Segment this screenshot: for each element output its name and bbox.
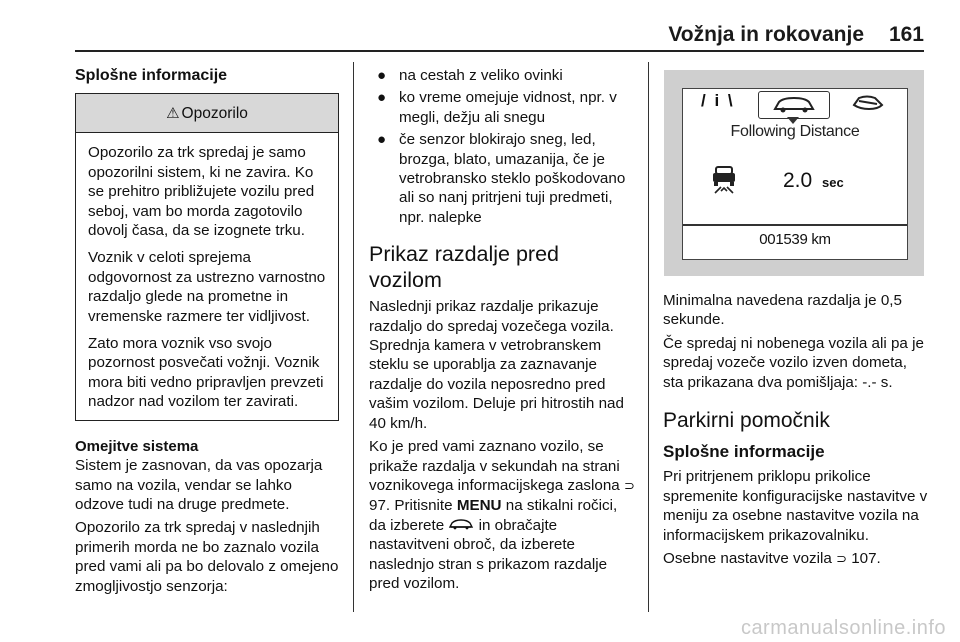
display-tab-selected	[758, 91, 830, 119]
column-1	[75, 66, 339, 600]
limits-paragraph-2: Opozorilo za trk spredaj v naslednjih primerih morda ne bo zaznalo vozila pred vami ali pa bo delovalo z omejeno zmogljivostjo senzorja:	[75, 519, 339, 595]
running-title: Vožnja in rokovanje	[668, 23, 864, 46]
list-item: ● na cestah z veliko ovinki	[377, 67, 563, 84]
min-distance-paragraph: Minimalna navedena razdalja je 0,5 sekunde.	[663, 292, 902, 329]
list-item: ● če senzor blokirajo sneg, led, brozga, blato, umazanija, če je vetrobransko steklo poškodovano ali so nanj pritrjeni tuji predmeti, npr. nalepke	[377, 131, 626, 226]
parking-paragraph: Pri pritrjenem priklopu prikolice spremenite konfiguracijske nastavitve v meniju za osebne nastavitve vozila na informacijskem prikazovalniku.	[663, 468, 928, 544]
parking-assist-heading: Parkirni pomočnik	[663, 409, 830, 433]
lane-car-icon	[851, 93, 885, 115]
column-divider-1	[353, 62, 354, 612]
warning-body	[76, 133, 338, 419]
watermark: carmanualsonline.info	[740, 617, 946, 639]
warning-paragraph: Voznik v celoti sprejema odgovornost za ustrezno varnostno razdaljo glede na prometne in vremenske razmere ter vidljivost.	[88, 249, 326, 325]
column-divider-2	[648, 62, 649, 612]
car-distance-icon	[448, 516, 474, 535]
page-reference[interactable]: 97	[369, 497, 386, 515]
column-3	[663, 291, 931, 573]
menu-button-label: MENU	[456, 497, 502, 515]
following-vehicle-icon	[709, 165, 739, 195]
column-2	[369, 66, 637, 598]
distance-value: 2.0 sec	[783, 169, 844, 192]
warning-header	[76, 94, 338, 133]
settings-reference-paragraph: Osebne nastavitve vozila ⊃ 107.	[663, 550, 881, 568]
warning-paragraph: Opozorilo za trk spredaj je samo opozorilni sistem, ki ne zavira. Ko se prehitro približujete vozilu pred seboj, vam bo morda zagotovilo dovolj časa, da se izognete trku.	[88, 144, 315, 240]
section-heading: Splošne informacije	[75, 67, 228, 84]
display-tab-left: / i \	[701, 91, 735, 110]
distance-display-illustration	[664, 70, 924, 276]
display-title: Following Distance	[730, 123, 860, 140]
limitations-list	[369, 66, 637, 227]
parking-subheading: Splošne informacije	[663, 442, 825, 462]
page-reference[interactable]: 107	[851, 550, 877, 568]
warning-triangle-icon: ⚠	[166, 103, 180, 122]
warning-label: Opozorilo	[181, 104, 248, 122]
warning-paragraph: Zato mora voznik vso svojo pozornost posvečati vožnji. Voznik mora biti vedno pripravljen prevzeti nadzor nad vozilom ter zavirati.	[88, 335, 324, 411]
cross-reference-icon: ⊃	[836, 552, 847, 568]
display-screen	[682, 88, 908, 260]
limits-heading: Omejitve sistema	[75, 437, 199, 455]
odometer: 001539 km	[759, 231, 831, 248]
list-item: ● ko vreme omejuje vidnost, npr. v megli, dežju ali snegu	[377, 89, 617, 126]
distance-paragraph: Naslednji prikaz razdalje prikazuje razdaljo do spredaj vozečega vozila. Sprednja kamera v vetrobranskem steklu se uporablja za zaznavanje razdalje do vozila neposredno pred vašim vozilom. Deluje pri hitrostih nad 40 km/h.	[369, 298, 624, 432]
distance-unit: sec	[822, 175, 844, 190]
distance-heading: Prikaz razdalje pred vozilom	[369, 242, 560, 293]
page-number: 161	[888, 23, 924, 46]
warning-box	[75, 93, 339, 420]
distance-paragraph-2: Ko je pred vami zaznano vozilo, se prikaže razdalja v sekundah na strani voznikovega informacijskega zaslona ⊃ 97. Pritisnite MENU na stikalni ročici, da izberete in obračajte nastavitveni obroč, da izberete naslednjo stran s prikazom razdalje pred vozilom.	[369, 438, 635, 593]
car-front-icon	[771, 94, 817, 116]
no-vehicle-paragraph: Če spredaj ni nobenega vozila ali pa je spredaj vozeče vozilo izven dometa, sta prikazana dva pomišljaja: -.- s.	[663, 334, 924, 391]
header-rule	[75, 50, 924, 52]
cross-reference-icon: ⊃	[623, 478, 635, 494]
limits-paragraph: Sistem je zasnovan, da vas opozarja samo na vozila, vendar se lahko odzove tudi na druge predmete.	[75, 457, 323, 513]
display-separator	[683, 224, 907, 226]
